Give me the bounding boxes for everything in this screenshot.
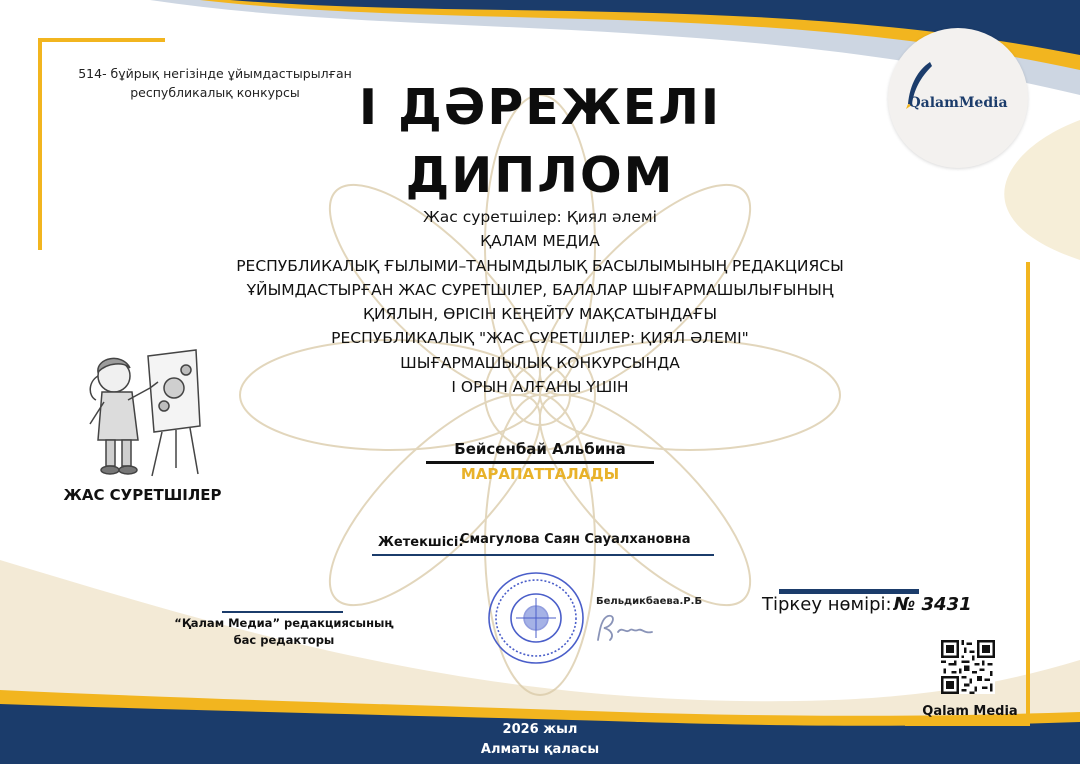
young-painters-label: ЖАС СУРЕТШІЛЕР	[63, 486, 222, 504]
body-line: ШЫҒАРМАШЫЛЫҚ КОНКУРСЫНДА	[400, 353, 680, 372]
registration-value: № 3431	[893, 594, 972, 615]
signer-name: Бельдикбаева.Р.Б	[596, 596, 703, 607]
child-painter-illustration	[78, 348, 208, 480]
editor-signature-line	[222, 611, 343, 613]
supervisor-name: Смагулова Саян Сауалхановна	[460, 532, 691, 547]
diploma-body	[180, 205, 900, 399]
body-line: ҰЙЫМДАСТЫРҒАН ЖАС СУРЕТШІЛЕР, БАЛАЛАР ШЫҒАРМАШЫЛЫҒЫНЫҢ	[246, 280, 834, 299]
registration-label: Тіркеу нөмірі:	[762, 594, 892, 615]
recipient-name: Бейсенбай Альбина	[454, 440, 626, 458]
editor-title-line: бас редакторы	[233, 633, 335, 647]
competition-note-line: республикалық конкурсы	[130, 85, 300, 100]
registration-number	[762, 594, 972, 615]
body-line: ҚИЯЛЫН, ӨРІСІН КЕҢЕЙТУ МАҚСАТЫНДАҒЫ	[362, 305, 718, 324]
body-line: І ОРЫН АЛҒАНЫ ҮШІН	[451, 378, 629, 397]
footer-city: Алматы қаласы	[480, 742, 600, 757]
competition-note-line: 514- бұйрық негізінде ұйымдастырылған	[78, 66, 352, 81]
supervisor-underline	[372, 554, 714, 556]
awarded-text: МАРАПАТТАЛАДЫ	[460, 465, 620, 483]
title-line-degree: І ДӘРЕЖЕЛІ	[358, 79, 722, 136]
body-line: Жас суретшілер: Қиял әлемі	[423, 208, 657, 226]
supervisor-label: Жетекшісі:	[378, 535, 464, 550]
body-line: РЕСПУБЛИКАЛЫҚ ҒЫЛЫМИ–ТАНЫМДЫЛЫҚ БАСЫЛЫМЫНЫҢ РЕДАКЦИЯСЫ	[236, 256, 844, 275]
recipient-underline	[426, 461, 654, 464]
editor-title-line: “Қалам Медиа” редакциясының	[174, 616, 394, 630]
title-line-diploma: ДИПЛОМ	[405, 147, 675, 204]
logo-text: QalamMedia	[908, 95, 1008, 111]
editor-title	[170, 615, 398, 649]
body-line: РЕСПУБЛИКАЛЫҚ "ЖАС СУРЕТШІЛЕР: ҚИЯЛ ӘЛЕМІ"	[331, 329, 749, 348]
right-wave-cream	[1004, 120, 1080, 260]
diploma-title	[300, 74, 780, 210]
footer	[440, 720, 640, 760]
handwritten-signature	[592, 610, 656, 646]
official-stamp	[486, 570, 586, 666]
body-line: ҚАЛАМ МЕДИА	[480, 232, 600, 251]
footer-year: 2026 жыл	[502, 722, 578, 737]
qr-label: Qalam Media	[922, 704, 1018, 719]
qr-code	[941, 640, 995, 694]
